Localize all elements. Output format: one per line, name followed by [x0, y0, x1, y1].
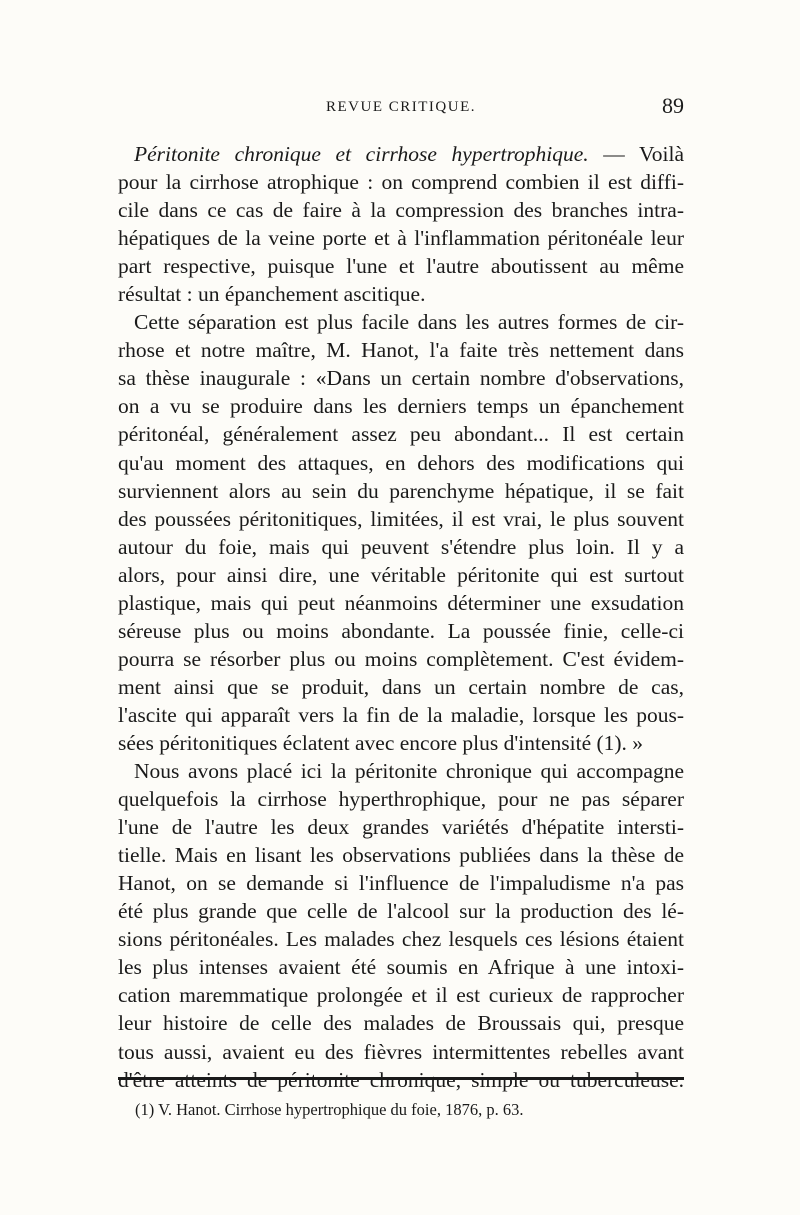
paragraph-3-line: Nous avons placé ici la péritonite chronique qui accompagne	[134, 759, 684, 784]
paragraph-2-line: on a vu se produire dans les derniers temps un épanchement	[118, 394, 684, 419]
paragraph-1-line: résultat : un épanchement ascitique.	[118, 282, 426, 307]
footnote-separator	[118, 1077, 684, 1080]
paragraph-2-line: sées péritonitiques éclatent avec encore plus d'intensité (1). »	[118, 730, 644, 755]
running-head	[118, 93, 684, 123]
paragraph-2-line: qu'au moment des attaques, en dehors des modifications qui	[118, 450, 684, 475]
paragraph-2-line: rhose et notre maître, M. Hanot, l'a faite très nettement dans	[118, 338, 684, 363]
paragraph-2-line: alors, pour ainsi dire, une véritable péritonite qui est surtout	[118, 562, 684, 587]
paragraph-2-line: péritonéal, généralement assez peu abondant... Il est certain	[118, 422, 684, 447]
paragraph-2-line: surviennent alors au sein du parenchyme hépatique, il se fait	[118, 478, 684, 503]
paragraph-1-line-1	[118, 140, 684, 168]
paragraph-3-line: été plus grande que celle de l'alcool sur la production des lé-	[118, 899, 684, 924]
paragraph-2-line: l'ascite qui apparaît vers la fin de la maladie, lorsque les pous-	[118, 702, 684, 727]
paragraph-3-line: l'une de l'autre les deux grandes variétés d'hépatite intersti-	[118, 815, 684, 840]
paragraph-2-line: Cette séparation est plus facile dans les autres formes de cir-	[134, 310, 684, 335]
paragraph-1-line: cile dans ce cas de faire à la compression des branches intra-	[118, 198, 684, 223]
paragraph-2-line: sa thèse inaugurale : «Dans un certain nombre d'observations,	[118, 366, 684, 391]
paragraph-2-line: pourra se résorber plus ou moins complètement. C'est évidem-	[118, 646, 684, 671]
paragraph-3-line: sions péritonéales. Les malades chez lesquels ces lésions étaient	[118, 927, 684, 952]
paragraph-1-lead: — Voilà	[588, 142, 684, 166]
paragraph-1-line: part respective, puisque l'une et l'autre aboutissent au même	[118, 254, 684, 279]
paragraph-2-line: séreuse plus ou moins abondante. La poussée finie, celle-ci	[118, 618, 684, 643]
footnote: (1) V. Hanot. Cirrhose hypertrophique du foie, 1876, p. 63.	[135, 1100, 524, 1119]
paragraph-3-line: leur histoire de celle des malades de Broussais qui, presque	[118, 1011, 684, 1036]
paragraph-3-line: tielle. Mais en lisant les observations publiées dans la thèse de	[118, 843, 684, 868]
paragraph-1-line: pour la cirrhose atrophique : on comprend combien il est diffi-	[118, 170, 684, 195]
paragraph-3-line: les plus intenses avaient été soumis en Afrique à une intoxi-	[118, 955, 684, 980]
paragraph-3-line: tous aussi, avaient eu des fièvres intermittentes rebelles avant	[118, 1039, 684, 1064]
paragraph-1-line: hépatiques de la veine porte et à l'inflammation péritonéale leur	[118, 226, 684, 251]
section-title: Péritonite chronique et cirrhose hypertrophique.	[134, 142, 589, 166]
running-title: REVUE CRITIQUE.	[326, 99, 476, 115]
paragraph-2-line: plastique, mais qui peut néanmoins déterminer une exsudation	[118, 590, 684, 615]
paragraph-3-line: cation maremmatique prolongée et il est curieux de rapprocher	[118, 983, 684, 1008]
paragraph-2-line: autour du foie, mais qui peuvent s'étendre plus loin. Il y a	[118, 534, 684, 559]
paragraph-2-line: des poussées péritonitiques, limitées, il est vrai, le plus souvent	[118, 506, 684, 531]
page-number: 89	[662, 93, 684, 118]
paragraph-3-line: Hanot, on se demande si l'influence de l'impaludisme n'a pas	[118, 871, 684, 896]
paragraph-3-line: quelquefois la cirrhose hyperthrophique, pour ne pas séparer	[118, 787, 684, 812]
paragraph-2-line: ment ainsi que se produit, dans un certain nombre de cas,	[118, 674, 684, 699]
body-text	[118, 140, 684, 1094]
